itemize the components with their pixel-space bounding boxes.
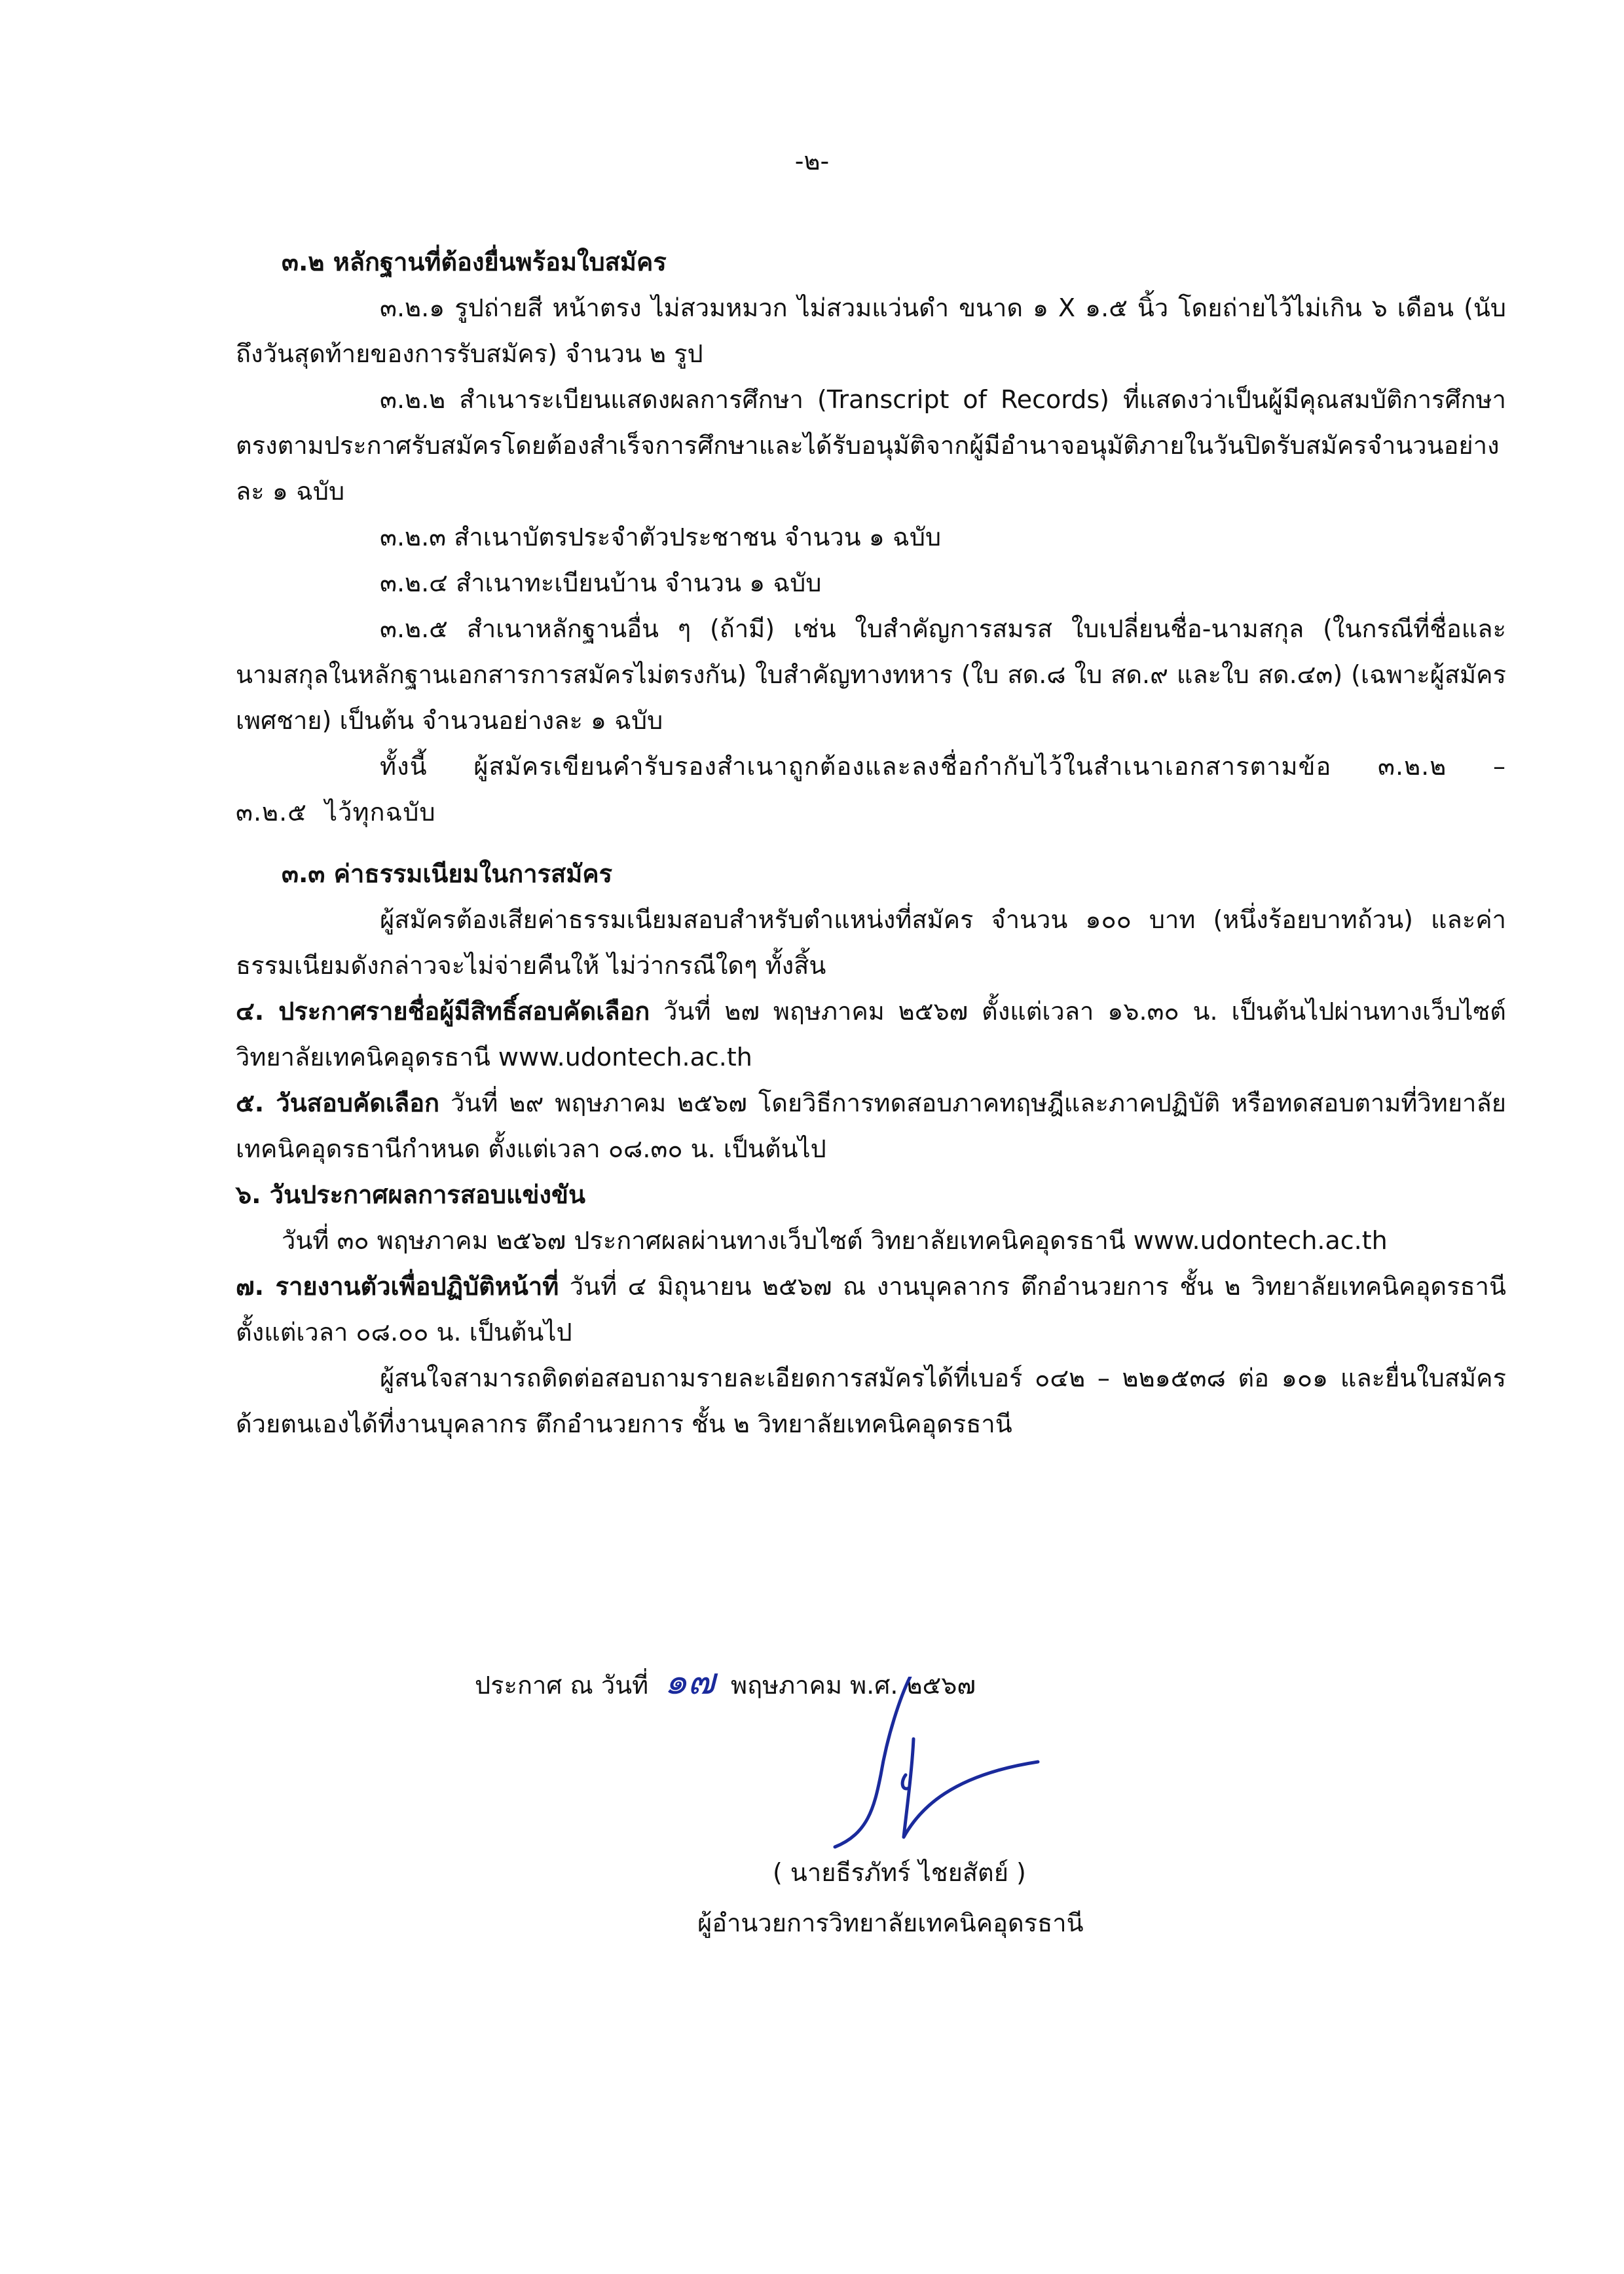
spacer — [236, 835, 1506, 851]
signatory-name: ( นายธีรภัทร์ ไชยสัตย์ ) — [773, 1858, 1026, 1887]
section-7-body: วันที่ ๔ มิถุนายน ๒๕๖๗ ณ งานบุคลากร ตึกอำนวยการ ชั้น ๒ วิทยาลัยเทคนิคอุดรธานี ตั้งแต่เวลา ๐๘.๐๐ น. เป็นต้นไป — [236, 1272, 1506, 1347]
announcement-prefix: ประกาศ ณ วันที่ — [475, 1671, 649, 1700]
section-7-heading: ๗. รายงานตัวเพื่อปฏิบัติหน้าที่ — [236, 1272, 559, 1301]
contact-paragraph: ผู้สนใจสามารถติดต่อสอบถามรายละเอียดการสมัครได้ที่เบอร์ ๐๔๒ – ๒๒๑๕๓๘ ต่อ ๑๐๑ และยื่นใบสมัครด้วยตนเองได้ที่งานบุคลากร ตึกอำนวยการ ชั้น ๒ วิทยาลัยเทคนิคอุดรธานี — [236, 1364, 1506, 1438]
section-6-heading: ๖. วันประกาศผลการสอบแข่งขัน — [236, 1180, 585, 1209]
section-3-2-item: ๓.๒.๔ สำเนาทะเบียนบ้าน จำนวน ๑ ฉบับ — [380, 568, 822, 597]
section-3-2-item: ๓.๒.๑ รูปถ่ายสี หน้าตรง ไม่สวมหมวก ไม่สวมแว่นดำ ขนาด ๑ X ๑.๕ นิ้ว โดยถ่ายไว้ไม่เกิน ๖ เดือน (นับถึงวันสุดท้ายของการรับสมัคร) จำนวน ๒ รูป — [236, 293, 1506, 368]
section-6-body: วันที่ ๓๐ พฤษภาคม ๒๕๖๗ ประกาศผลผ่านทางเว็บไซต์ วิทยาลัยเทคนิคอุดรธานี www.udontech.ac.th — [282, 1226, 1388, 1255]
section-5 — [236, 1080, 1506, 1172]
section-3-2-item: ๓.๒.๒ สำเนาระเบียนแสดงผลการศึกษา (Transcript of Records) ที่แสดงว่าเป็นผู้มีคุณสมบัติการศึกษาตรงตามประกาศรับสมัครโดยต้องสำเร็จการศึกษาและได้รับอนุมัติจากผู้มีอำนาจอนุมัติภายในวันปิดรับสมัครจำนวนอย่างละ ๑ ฉบับ — [236, 385, 1506, 506]
section-3-2-item: ๓.๒.๓ สำเนาบัตรประจำตัวประชาชน จำนวน ๑ ฉบับ — [380, 523, 942, 551]
announcement-suffix: พฤษภาคม พ.ศ. ๒๕๖๗ — [731, 1671, 976, 1700]
document-body — [236, 239, 1506, 1447]
section-4 — [236, 988, 1506, 1080]
signature-image — [822, 1677, 1058, 1854]
section-3-2-item: ๓.๒.๕ สำเนาหลักฐานอื่น ๆ (ถ้ามี) เช่น ใบสำคัญการสมรส ใบเปลี่ยนชื่อ-นามสกุล (ในกรณีที่ชื่อและนามสกุลในหลักฐานเอกสารการสมัครไม่ตรงกัน) ใบสำคัญทางทหาร (ใบ สด.๘ ใบ สด.๙ และใบ สด.๔๓) (เฉพาะผู้สมัครเพศชาย) เป็นต้น จำนวนอย่างละ ๑ ฉบับ — [236, 614, 1506, 735]
signatory-title: ผู้อำนวยการวิทยาลัยเทคนิคอุดรธานี — [697, 1909, 1084, 1937]
section-5-heading: ๕. วันสอบคัดเลือก — [236, 1089, 440, 1117]
section-3-2-note: ทั้งนี้ ผู้สมัครเขียนคำรับรองสำเนาถูกต้องและลงชื่อกำกับไว้ในสำเนาเอกสารตามข้อ ๓.๒.๒ – ๓.๒.๕ ไว้ทุกฉบับ — [236, 752, 1506, 827]
section-3-2-heading: ๓.๒ หลักฐานที่ต้องยื่นพร้อมใบสมัคร — [282, 248, 667, 276]
section-4-heading: ๔. ประกาศรายชื่อผู้มีสิทธิ์สอบคัดเลือก — [236, 997, 650, 1026]
page-number: -๒- — [794, 147, 830, 176]
section-3-3-body: ผู้สมัครต้องเสียค่าธรรมเนียมสอบสำหรับตำแหน่งที่สมัคร จำนวน ๑๐๐ บาท (หนึ่งร้อยบาทถ้วน) และค่าธรรมเนียมดังกล่าวจะไม่จ่ายคืนให้ ไม่ว่ากรณีใดๆ ทั้งสิ้น — [236, 905, 1506, 980]
section-7 — [236, 1263, 1506, 1355]
section-4-body: วันที่ ๒๗ พฤษภาคม ๒๕๖๗ ตั้งแต่เวลา ๑๖.๓๐ น. เป็นต้นไปผ่านทางเว็บไซต์ วิทยาลัยเทคนิคอุดรธานี www.udontech.ac.th — [236, 997, 1506, 1072]
handwritten-day: ๑๗ — [664, 1660, 715, 1703]
section-3-3-heading: ๓.๓ ค่าธรรมเนียมในการสมัคร — [282, 859, 613, 888]
section-5-body: วันที่ ๒๙ พฤษภาคม ๒๕๖๗ โดยวิธีการทดสอบภาคทฤษฎีและภาคปฏิบัติ หรือทดสอบตามที่วิทยาลัยเทคนิคอุดรธานีกำหนด ตั้งแต่เวลา ๐๘.๓๐ น. เป็นต้นไป — [236, 1089, 1507, 1163]
